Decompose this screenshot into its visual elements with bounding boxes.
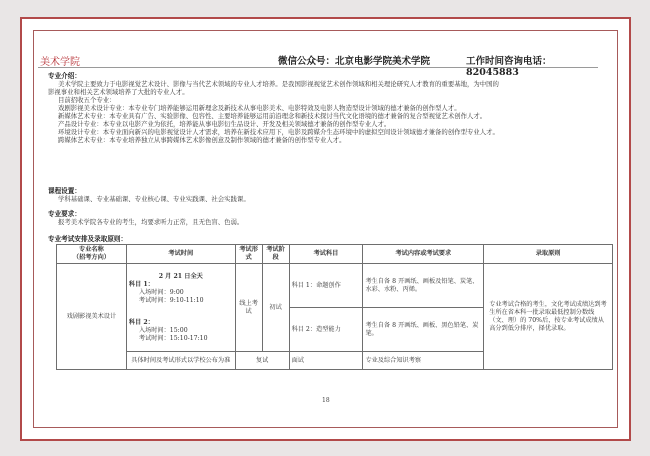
wechat-account: 微信公众号：北京电影学院美术学院: [278, 56, 431, 67]
cell-retest-subject: 面试: [289, 352, 363, 370]
requirements-section: [48, 210, 593, 226]
contact-phone: 工作时间咨询电话：82045883: [466, 56, 552, 78]
cell-subject-1: 科目 1：命题创作: [289, 264, 363, 308]
major-desc: 跨媒体艺术专业：本专业培养独立从事跨媒体艺术影像创意及制作领域的德才兼备的创作型专业人才。: [58, 136, 346, 144]
table-row: [57, 264, 613, 308]
major-desc: 戏剧影视美术设计专业：本专业专门培养能够运用新理念及新技术从事电影美术、电影特效及电影人物造型设计领域的德才兼备的创作型人才。: [58, 104, 461, 112]
intro-section: [48, 72, 593, 144]
requirements-text: 报考美术学院各专业的考生，均要求听力正常，且无色盲、色弱。: [58, 218, 244, 226]
header-stage: 考试阶段: [262, 245, 289, 264]
cell-retest-form: 复试: [235, 352, 289, 370]
intro-line: 影视事业和相关艺术领域培养了大批的专业人才。: [48, 88, 189, 96]
major-desc: 环境设计专业：本专业面向新兴的电影视觉设计人才需求，培养在新技术应用下，电影及跨媒介生态环境中的虚拟空间设计领域德才兼备的创作型专业人才。: [58, 128, 499, 136]
page-number: 18: [322, 397, 330, 404]
exam-table: [56, 244, 613, 370]
cell-major: 戏剧影视美术设计: [57, 264, 127, 370]
intro-line: 美术学院主要致力于电影视觉艺术设计、影像与当代艺术领域的专业人才培养。是我国影视视觉艺术创作领域和相关理论研究人才教育的重要基地，为中国的: [58, 80, 499, 88]
cell-stage: 初试: [262, 264, 289, 352]
header-time: 考试时间: [126, 245, 235, 264]
header-principle: 录取原则: [484, 245, 613, 264]
major-desc: 新媒体艺术专业：本专业具有广告、实验影像、包容性、主要培养能够运用前沿理念和新技术探讨当代文化语境的德才兼备的复合型视觉艺术创作人才。: [58, 112, 487, 120]
cell-retest-time: 具体时间及考试形式以学校公布为准: [126, 352, 235, 370]
major-desc: 产品设计专业：本专业以电影产业为依托，培养能从事电影衍生品设计、开发及相关领域德才兼备的创作型专业人才。: [58, 120, 391, 128]
table-header-row: [57, 245, 613, 264]
header-subject: 考试科目: [289, 245, 363, 264]
intro-line: 目前招收五个专业：: [58, 96, 116, 104]
courses-text: 学科基础课、专业基础课、专业核心课、专业实践课、社会实践课。: [58, 195, 250, 203]
cell-form: 线上考试: [235, 264, 262, 352]
header-content: 考试内容或考试要求: [363, 245, 484, 264]
arrangement-heading: 专业考试安排及录取原则：: [48, 235, 128, 243]
courses-section: [48, 187, 593, 203]
arrangement-section: [48, 235, 593, 243]
header-major: 专业名称 （招考方向）: [57, 245, 127, 264]
cell-retest-content: 专业及综合知识考察: [363, 352, 484, 370]
requirements-heading: 专业要求：: [48, 210, 81, 218]
cell-content-2: 考生自备 8 开画纸、画板、黑色铅笔、炭笔。: [363, 308, 484, 352]
cell-exam-time: 2 月 21 日全天 科目 1： 入场时间：9:00 考试时间：9:10-11:10 科目 2： 入场时间：15:00 考试时间：15:10-17:10: [126, 264, 235, 352]
department-name: 美术学院: [40, 57, 80, 68]
cell-principle: 专业考试合格的考生，文化考试成绩达到考生所在省本科一批录取最低控制分数线（文、理）的 70%后，按专业考试成绩从高分到低分排序，择优录取。: [484, 264, 613, 370]
intro-heading: 专业介绍：: [48, 72, 81, 80]
header-form: 考试形式: [235, 245, 262, 264]
courses-heading: 课程设置：: [48, 187, 81, 195]
cell-content-1: 考生自备 8 开画纸、画板及铅笔、炭笔、水彩、水粉、丙烯。: [363, 264, 484, 308]
cell-subject-2: 科目 2：造型能力: [289, 308, 363, 352]
